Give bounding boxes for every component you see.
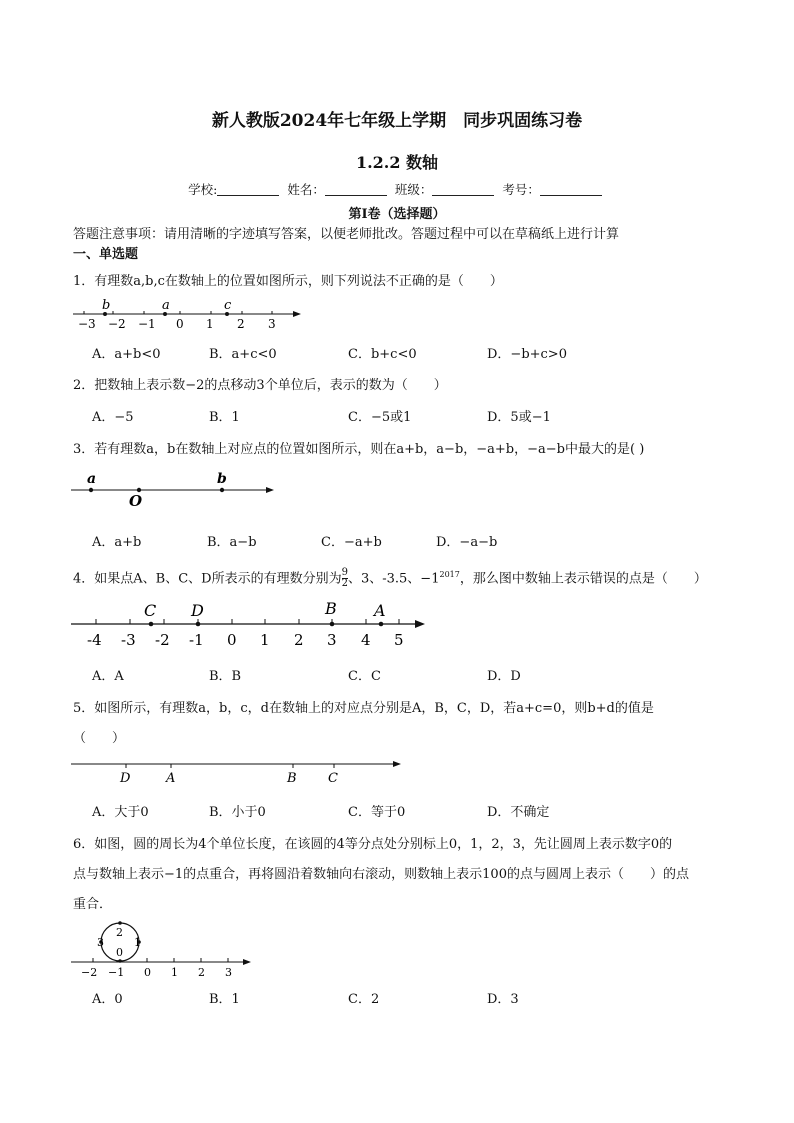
- q4-stem: [73, 560, 707, 590]
- q6-stem-line3: 重合．: [73, 897, 113, 912]
- q1-option-c[interactable]: C．b+c<0: [348, 347, 417, 362]
- q6-option-b[interactable]: B．1: [209, 992, 240, 1007]
- q5-stem-cont: （ ）: [73, 731, 126, 746]
- q1-point-a: a: [162, 298, 170, 313]
- q2-option-c[interactable]: C．−5或1: [348, 410, 412, 425]
- q5-option-d[interactable]: D．不确定: [487, 805, 550, 820]
- q6-stem-line2: 点与数轴上表示−1的点重合，再将圆沿着数轴向右滚动，则数轴上表示100的点与圆周上表示（ ）的点: [73, 867, 689, 882]
- q5-point-d: D: [120, 771, 131, 786]
- q5-number-line: [65, 755, 410, 787]
- q1-tick-label: 2: [237, 317, 245, 331]
- q6-tick-label: 3: [225, 966, 232, 979]
- q4-ticks: [96, 619, 399, 624]
- q4-point-d: D: [191, 601, 204, 620]
- page-subtitle: 1.2.2 数轴: [355, 153, 439, 172]
- q4-stem-end: ，那么图中数轴上表示错误的点是（ ）: [459, 571, 707, 587]
- q1-tick-label: −3: [78, 317, 96, 331]
- q5-stem: 5．如图所示，有理数a，b，c，d在数轴上的对应点分别是A，B，C，D，若a+c=0，则b+d的值是: [73, 701, 654, 716]
- q4-exponent: 2017: [439, 570, 460, 579]
- q4-point-a: A: [374, 601, 386, 620]
- q6-tick-label: −2: [81, 966, 98, 979]
- q1-tick-label: −1: [138, 317, 156, 331]
- q1-stem: 1．有理数a,b,c在数轴上的位置如图所示，则下列说法不正确的是（ ）: [73, 274, 503, 289]
- q4-frac-den: 2: [341, 578, 348, 590]
- q4-tick-label: 3: [327, 631, 337, 649]
- q2-option-a[interactable]: A．−5: [92, 410, 134, 425]
- q1-point-b: b: [102, 298, 111, 313]
- q4-option-d[interactable]: D．D: [487, 669, 521, 684]
- q6-option-a[interactable]: A．0: [92, 992, 123, 1007]
- q6-tick-label: 2: [198, 966, 205, 979]
- part-title: 一、单选题: [73, 247, 139, 262]
- q4-stem-start: 4．如果点A、B、C、D所表示的有理数分别为: [73, 571, 342, 587]
- class-label: 班级：: [394, 182, 433, 197]
- q4-frac-num: 9: [341, 567, 348, 579]
- q6-circle-label-3: 3: [97, 936, 104, 949]
- q1-tick-label: 3: [268, 317, 276, 331]
- q3-option-a[interactable]: A．a+b: [92, 535, 142, 550]
- number-blank[interactable]: [540, 183, 602, 196]
- q3-option-c[interactable]: C．−a+b: [321, 535, 382, 550]
- number-label: 考号：: [502, 182, 540, 197]
- q4-tick-label: 2: [294, 631, 304, 649]
- q6-option-c[interactable]: C．2: [348, 992, 380, 1007]
- q3-origin-o: O: [129, 492, 143, 508]
- q1-tick-label: −2: [108, 317, 126, 331]
- q6-circle-label-0: 0: [116, 946, 123, 959]
- q1-tick-label: 0: [176, 317, 184, 331]
- q6-stem-line1: 6．如图，圆的周长为4个单位长度，在该圆的4等分点处分别标上0，1，2，3，先让圆周上表示数字0的: [73, 837, 673, 852]
- q4-option-c[interactable]: C．C: [348, 669, 381, 684]
- q5-point-c: C: [328, 771, 338, 786]
- q3-option-d[interactable]: D．−a−b: [436, 535, 498, 550]
- q5-option-a[interactable]: A．大于0: [92, 805, 149, 820]
- q6-option-d[interactable]: D．3: [487, 992, 519, 1007]
- q6-tick-label: 0: [144, 966, 151, 979]
- section-title: 第Ⅰ卷（选择题）: [348, 207, 446, 222]
- school-blank[interactable]: [217, 183, 279, 196]
- q3-option-b[interactable]: B．a−b: [207, 535, 257, 550]
- q4-point-c: C: [144, 601, 157, 620]
- q4-tick-label: -1: [189, 631, 204, 649]
- q4-tick-label: -3: [121, 631, 136, 649]
- q5-option-c[interactable]: C．等于0: [348, 805, 406, 820]
- q4-number-line: [65, 597, 435, 649]
- q6-circle-number-line: [65, 914, 260, 980]
- q4-tick-label: -2: [155, 631, 170, 649]
- name-label: 姓名：: [287, 182, 325, 197]
- q2-option-b[interactable]: B．1: [209, 410, 240, 425]
- q2-option-d[interactable]: D．5或−1: [487, 410, 551, 425]
- school-label: 学校:: [188, 182, 218, 197]
- name-blank[interactable]: [325, 183, 387, 196]
- q5-option-b[interactable]: B．小于0: [209, 805, 266, 820]
- q4-tick-label: 4: [361, 631, 371, 649]
- q3-stem: 3．若有理数a，b在数轴上对应点的位置如图所示，则在a+b，a−b，−a+b，−a−b中最大的是( ): [73, 442, 645, 457]
- q4-tick-label: -4: [87, 631, 102, 649]
- q6-tick-label: 1: [171, 966, 178, 979]
- class-blank[interactable]: [432, 183, 494, 196]
- q3-number-line: [65, 468, 280, 508]
- q4-point-b: B: [325, 599, 337, 618]
- q6-tick-label: −1: [108, 966, 125, 979]
- q6-circle-label-2: 2: [116, 926, 123, 939]
- q1-number-line: [65, 292, 315, 332]
- q6-circle-label-1: 1: [134, 936, 141, 949]
- q4-tick-label: 1: [260, 631, 270, 649]
- q1-option-d[interactable]: D．−b+c>0: [487, 347, 567, 362]
- q1-point-c: c: [224, 298, 232, 313]
- q1-option-b[interactable]: B．a+c<0: [209, 347, 277, 362]
- q1-tick-label: 1: [206, 317, 214, 331]
- q4-option-b[interactable]: B．B: [209, 669, 242, 684]
- q3-point-a: a: [87, 471, 97, 487]
- q3-point-b: b: [217, 471, 227, 487]
- q4-option-a[interactable]: A．A: [92, 669, 124, 684]
- notice-text: 答题注意事项：请用清晰的字迹填写答案，以便老师批改。答题过程中可以在草稿纸上进行计算: [73, 227, 620, 242]
- q2-stem: 2．把数轴上表示数−2的点移动3个单位后，表示的数为（ ）: [73, 378, 447, 393]
- q4-tick-label: 0: [227, 631, 237, 649]
- q4-tick-label: 5: [394, 631, 404, 649]
- student-info-row: [0, 180, 794, 198]
- q5-point-a: A: [166, 771, 176, 786]
- q4-stem-mid: 、3、-3.5、−1: [347, 571, 440, 587]
- q1-option-a[interactable]: A．a+b<0: [92, 347, 161, 362]
- q5-point-b: B: [287, 771, 297, 786]
- page-title: 新人教版2024年七年级上学期 同步巩固练习卷: [211, 111, 583, 131]
